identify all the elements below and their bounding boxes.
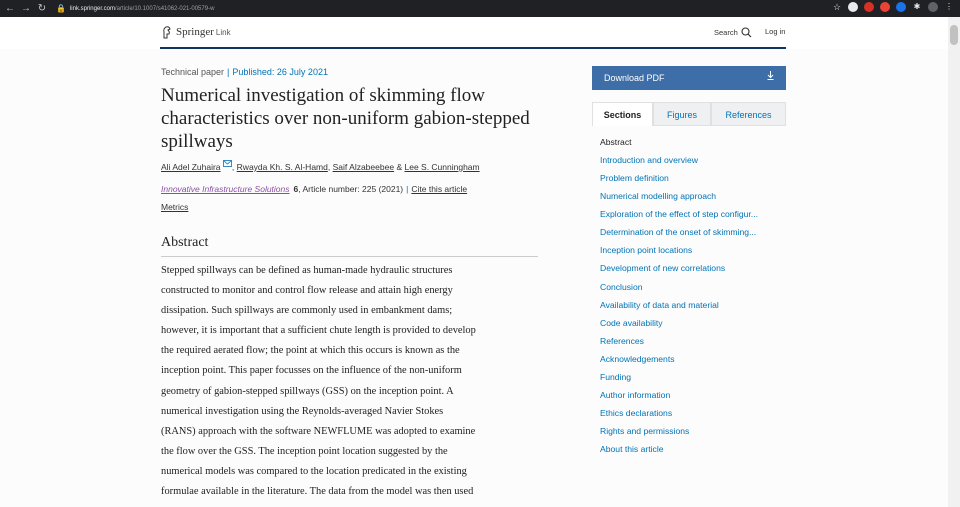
abstract-line: (RANS) approach with the software NEWFLUME was adopted to examine [161, 425, 476, 437]
section-link[interactable]: Code availability [600, 317, 663, 328]
section-link[interactable]: Availability of data and material [600, 299, 719, 310]
abstract-line: numerical models was compared to the location predicated in the existing [161, 465, 467, 477]
abstract-line: dissipation. Such spillways are commonly used in embankment dams; [161, 305, 453, 317]
article-number: , Article number: 225 (2021) [298, 184, 404, 194]
abstract-line: the required aerated flow; the point at which this occurs is known as the [161, 345, 460, 357]
abstract-line: geometry of gabion-stepped spillways (GSS) on the inception point. A [161, 385, 454, 397]
metrics-link[interactable]: Metrics [161, 202, 189, 212]
abstract-line: the flow over the GSS. The inception point location suggested by the [161, 445, 448, 457]
journal-link[interactable]: Innovative Infrastructure Solutions [161, 184, 290, 194]
abstract-line: Stepped spillways can be defined as human-made hydraulic structures [161, 265, 453, 276]
download-icon [767, 71, 774, 82]
extensions-bar [832, 2, 954, 12]
published-date: Published: 26 July 2021 [232, 67, 328, 77]
section-link[interactable]: Ethics declarations [600, 407, 673, 418]
back-icon[interactable]: ← [5, 2, 15, 14]
abstract-line: however, it is important that a sufficient chute length is provided to develop [161, 325, 476, 337]
tab-figures[interactable]: Figures [653, 102, 711, 126]
section-link[interactable]: Conclusion [600, 281, 643, 292]
sections-list [600, 133, 790, 458]
author-separator: , [231, 162, 235, 172]
scrollbar-thumb[interactable] [950, 25, 958, 45]
section-link[interactable]: Author information [600, 389, 671, 400]
author-link[interactable]: Lee S. Cunningham [404, 162, 480, 172]
address-bar[interactable] [70, 6, 214, 12]
author-list [161, 160, 480, 172]
author-link[interactable]: Ali Adel Zuhaira [161, 162, 221, 172]
abstract-text [161, 261, 546, 502]
extension-icon[interactable] [896, 2, 906, 12]
section-link[interactable]: Numerical modelling approach [600, 191, 717, 202]
springer-link-logo[interactable] [161, 25, 231, 39]
author-link[interactable]: Rwayda Kh. S. Al-Hamd [236, 162, 328, 172]
article-type: Technical paper [161, 67, 225, 77]
search-button[interactable] [714, 27, 752, 38]
section-link[interactable]: References [600, 335, 644, 346]
section-link[interactable]: Inception point locations [600, 245, 693, 256]
logo-text: Springer Link [176, 26, 231, 38]
browser-toolbar [0, 0, 960, 17]
section-link[interactable]: Exploration of the effect of step configur... [600, 209, 758, 220]
abstract-line: numerical investigation using the Reynolds-averaged Navier Stokes [161, 405, 444, 417]
section-link[interactable]: About this article [600, 444, 664, 455]
email-icon[interactable] [221, 162, 235, 172]
bookmark-star-icon[interactable]: ☆ [832, 2, 842, 12]
abstract-line: formulae available in the literature. The data from the model was then used [161, 486, 474, 498]
sidebar-tabs [592, 102, 786, 126]
section-link[interactable]: Funding [600, 371, 632, 382]
section-link[interactable]: Problem definition [600, 173, 669, 184]
header-divider [160, 47, 786, 49]
section-link[interactable]: Determination of the onset of skimming... [600, 227, 757, 238]
section-link[interactable]: Acknowledgements [600, 353, 675, 364]
url-path: /article/10.1007/s41062-021-00579-w [115, 5, 215, 12]
cite-article-link[interactable]: Cite this article [411, 184, 468, 194]
meta-separator: | [406, 184, 409, 194]
springer-horse-icon [161, 25, 173, 39]
site-header [0, 17, 948, 49]
author-separator: , [327, 162, 331, 172]
section-link[interactable]: Development of new correlations [600, 263, 726, 274]
avatar[interactable] [928, 2, 938, 12]
gmail-icon[interactable] [864, 2, 874, 12]
page [0, 17, 948, 507]
extension-icon[interactable] [848, 2, 858, 12]
section-link[interactable]: Rights and permissions [600, 426, 690, 436]
url-host: link.springer.com [69, 5, 115, 12]
author-and: & [396, 162, 403, 172]
abstract-divider [161, 256, 538, 257]
article-meta [161, 67, 328, 77]
extension-icon[interactable] [880, 2, 890, 12]
forward-icon[interactable]: → [21, 2, 31, 14]
reload-icon[interactable]: ↻ [37, 2, 47, 14]
search-label: Search [714, 28, 738, 37]
tab-sections[interactable]: Sections [592, 102, 653, 126]
abstract-line: constructed to monitor and control flow release and attain high energy [161, 285, 453, 297]
abstract-heading: Abstract [161, 235, 209, 250]
login-link[interactable]: Log in [765, 27, 786, 36]
article-title: Numerical investigation of skimming flow characteristics over non-uniform gabion-stepped spillways [161, 85, 530, 152]
menu-icon[interactable]: ⋮ [945, 2, 953, 11]
section-link[interactable]: Introduction and overview [600, 155, 698, 166]
abstract-line: inception point. This paper focusses on the influence of the non-uniform [161, 365, 462, 377]
author-link[interactable]: Saif Alzabeebee [332, 162, 395, 172]
download-pdf-button[interactable] [592, 66, 786, 90]
section-link[interactable]: Abstract [600, 137, 632, 147]
page-scrollbar[interactable] [948, 17, 960, 507]
lock-icon[interactable]: 🔒 [56, 4, 66, 13]
tab-references[interactable]: References [711, 102, 786, 126]
journal-info [161, 184, 467, 194]
meta-separator: | [227, 67, 230, 77]
puzzle-icon[interactable]: ✱ [913, 2, 921, 11]
journal-volume: 6 [293, 184, 299, 194]
download-pdf-label: Download PDF [604, 73, 665, 83]
search-icon [741, 27, 752, 38]
